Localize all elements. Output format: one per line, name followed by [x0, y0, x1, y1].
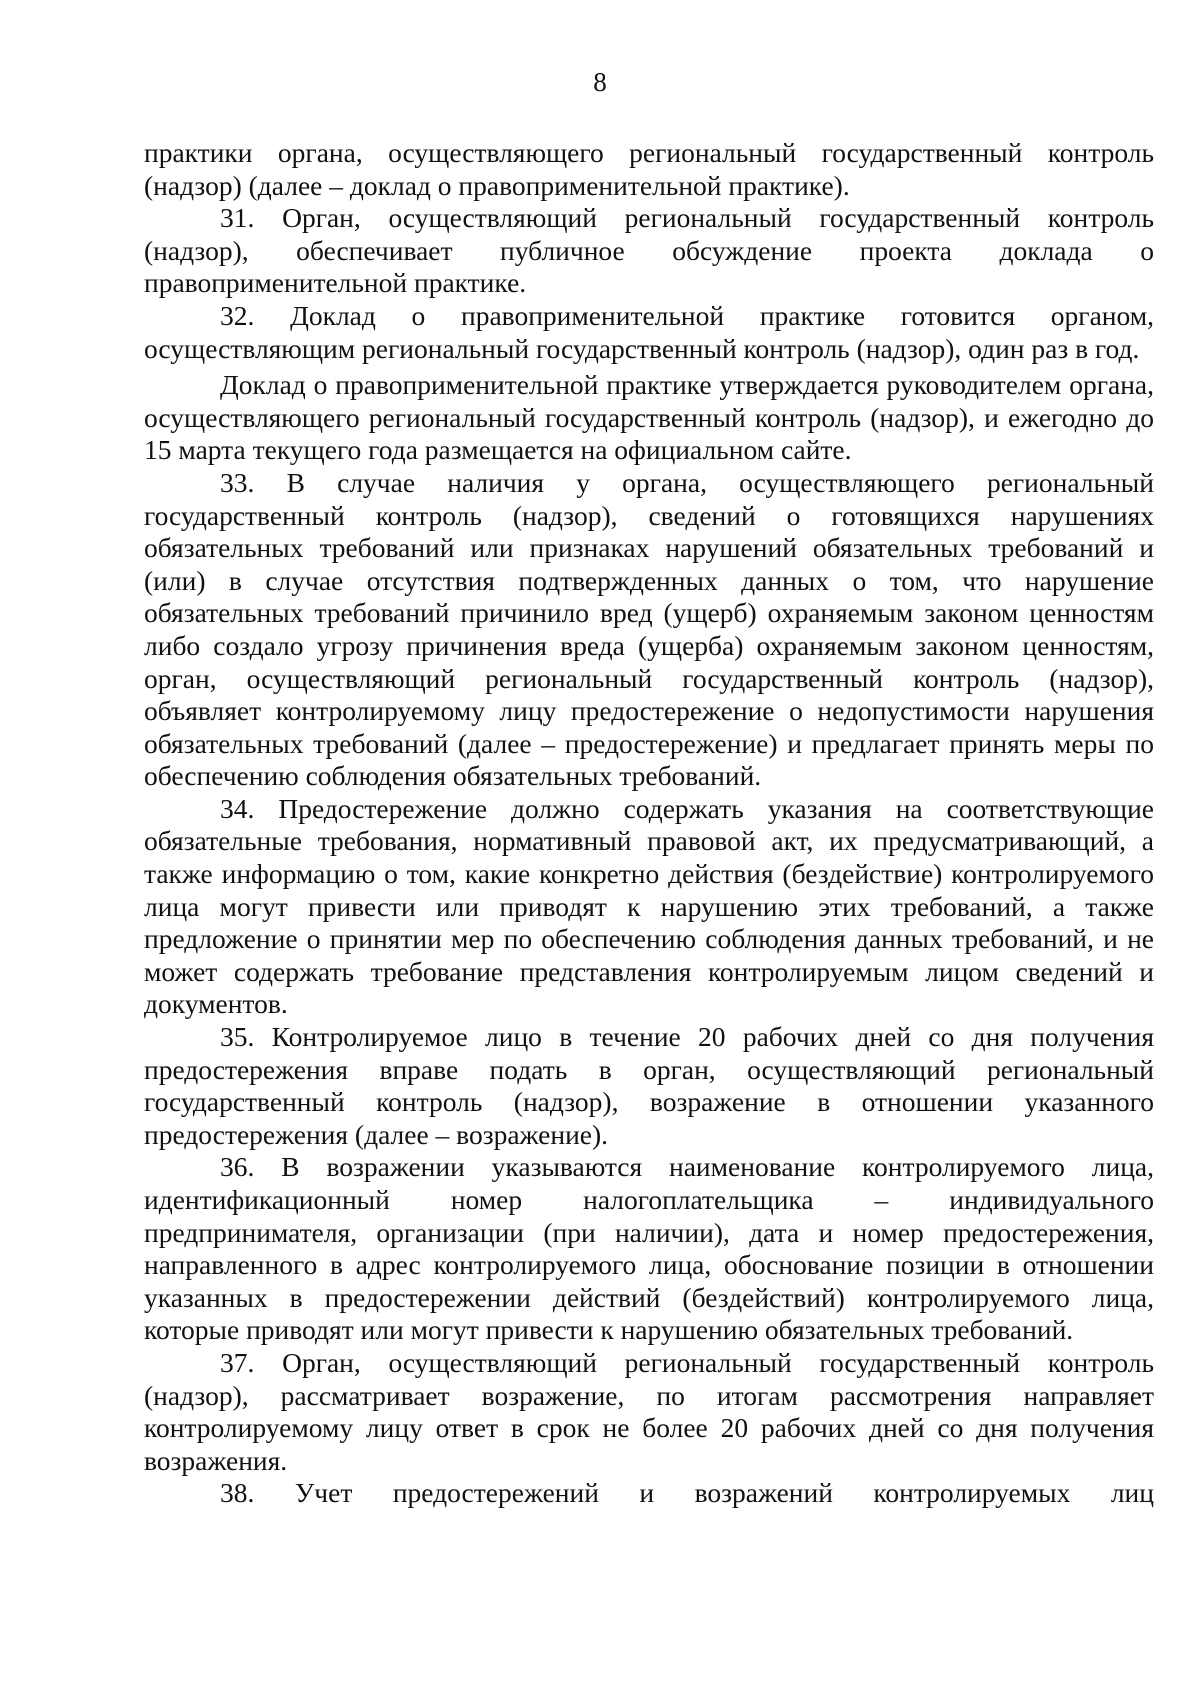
- page-number: 8: [593, 67, 607, 97]
- paragraph-32-report-approval: Доклад о правоприменительной практике утверждается руководителем органа, осуществляющего региональный государственный контроль (надзор), и ежегодно до 15 марта текущего года размещается на официальном сайте.: [144, 369, 1154, 466]
- paragraph-continuation: практики органа, осуществляющего региональный государственный контроль (надзор) (далее – доклад о правоприменительной практике).: [144, 137, 1154, 201]
- paragraph-34: 34. Предостережение должно содержать указания на соответствующие обязательные требования, нормативный правовой акт, их предусматривающий, а также информацию о том, какие конкретно действия (бездействие) контролируемого лица могут привести или приводят к нарушению этих требований, а также предложение о принятии мер по обеспечению соблюдения данных требований, и не может содержать требование представления контролируемым лицом сведений и документов.: [144, 792, 1154, 1020]
- paragraph-37: 37. Орган, осуществляющий региональный государственный контроль (надзор), рассматривает возражение, по итогам рассмотрения направляет контролируемому лицу ответ в срок не более 20 рабочих дней со дня получения возражения.: [144, 1346, 1154, 1476]
- paragraph-38: 38. Учет предостережений и возражений контролируемых лиц: [220, 1477, 1154, 1509]
- paragraph-32: 32. Доклад о правоприменительной практике готовится органом, осуществляющим региональный государственный контроль (надзор), один раз в год.: [144, 299, 1154, 364]
- paragraph-33: 33. В случае наличия у органа, осуществляющего региональный государственный контроль (надзор), сведений о готовящихся нарушениях обязательных требований или признаках нарушений обязательных требований и (или) в случае отсутствия подтвержденных данных о том, что нарушение обязательных требований причинило вред (ущерб) охраняемым законом ценностям либо создало угрозу причинения вреда (ущерба) охраняемым законом ценностям, орган, осуществляющий региональный государственный контроль (надзор), объявляет контролируемому лицу предостережение о недопустимости нарушения обязательных требований (далее – предостережение) и предлагает принять меры по обеспечению соблюдения обязательных требований.: [144, 466, 1154, 792]
- paragraph-31: 31. Орган, осуществляющий региональный государственный контроль (надзор), обеспечивает публичное обсуждение проекта доклада о правоприменительной практике.: [144, 202, 1154, 299]
- document-body: [144, 137, 1154, 1510]
- paragraph-35: 35. Контролируемое лицо в течение 20 рабочих дней со дня получения предостережения вправе подать в орган, осуществляющий региональный государственный контроль (надзор), возражение в отношении указанного предостережения (далее – возражение).: [144, 1021, 1154, 1150]
- paragraph-36: 36. В возражении указываются наименование контролируемого лица, идентификационный номер налогоплательщика – индивидуального предпринимателя, организации (при наличии), дата и номер предостережения, направленного в адрес контролируемого лица, обоснование позиции в отношении указанных в предостережении действий (бездействий) контролируемого лица, которые приводят или могут привести к нарушению обязательных требований.: [144, 1151, 1154, 1346]
